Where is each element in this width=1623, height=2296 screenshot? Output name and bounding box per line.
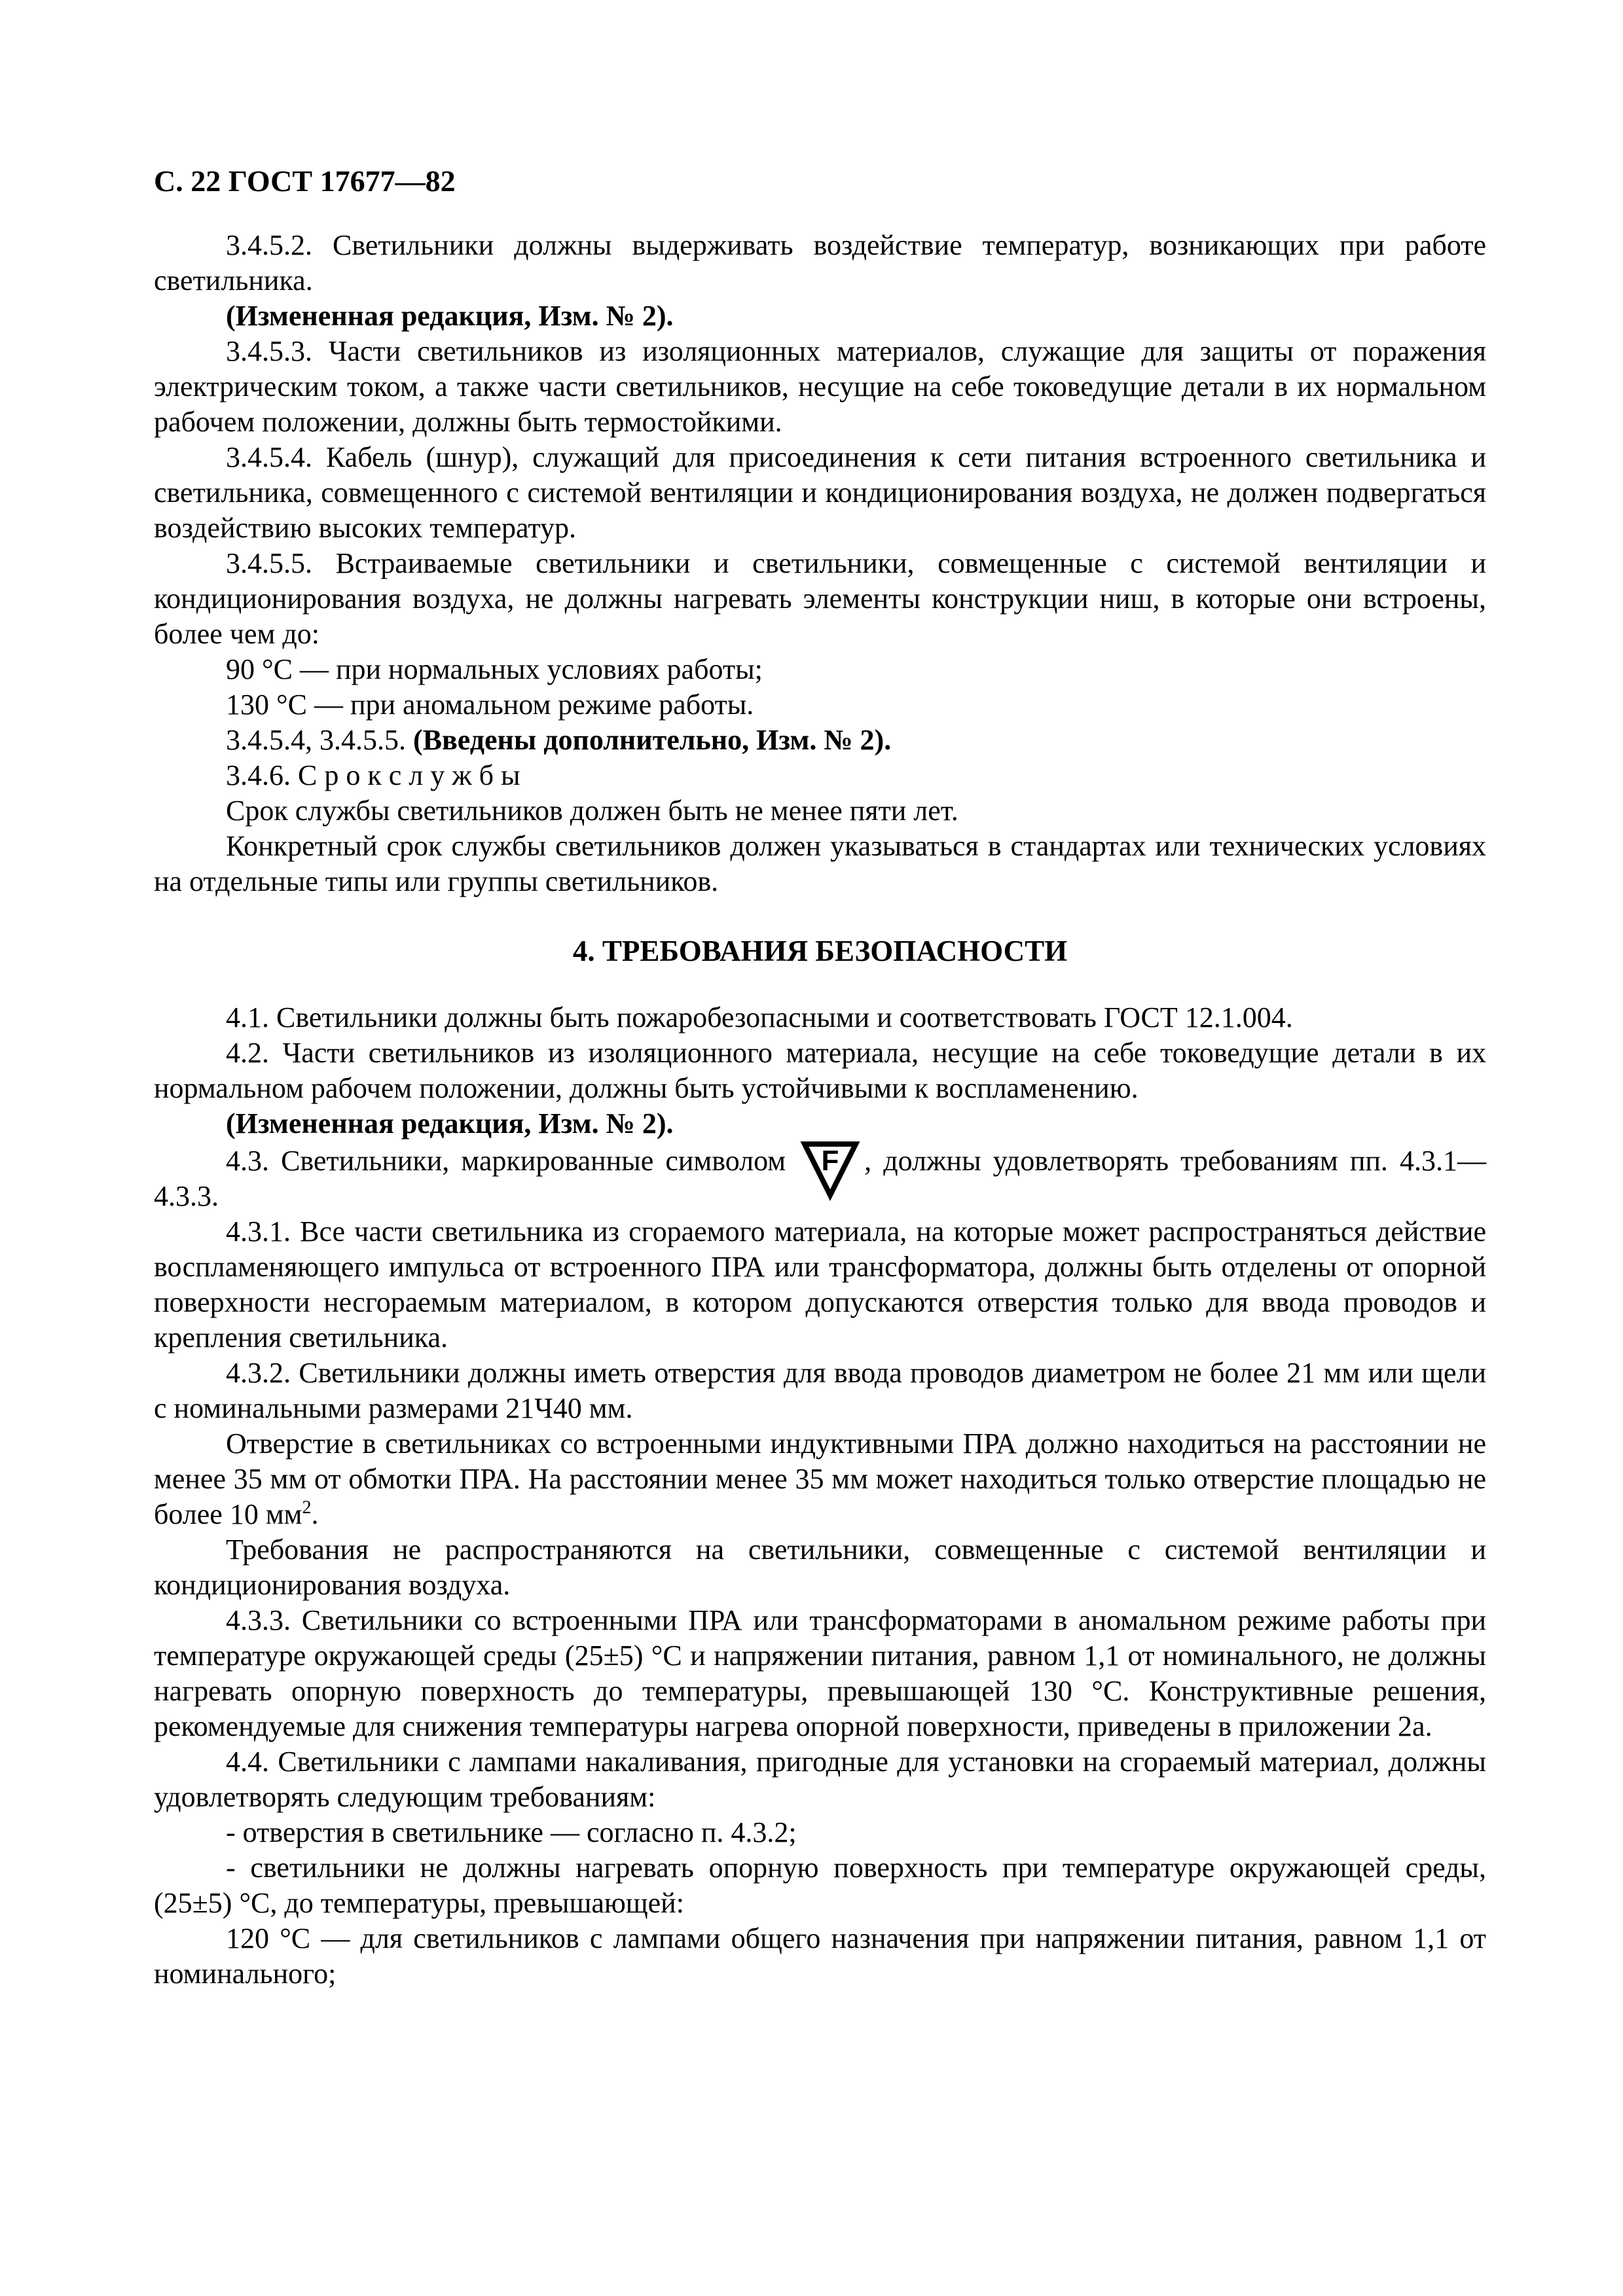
text-run: 90 °С — при нормальных условиях работы; [226, 653, 763, 685]
text-run: - светильники не должны нагревать опорную поверхность при температуре окружающей среды, (25±5) °С, до температуры, превышающей: [154, 1852, 1486, 1919]
paragraph [154, 1214, 1486, 1355]
paragraph [154, 546, 1486, 652]
paragraph [154, 1035, 1486, 1106]
paragraph [154, 440, 1486, 546]
paragraph [154, 652, 1486, 687]
text-run: Требования не распространяются на светильники, совмещенные с системой вентиляции и кондиционирования воздуха. [154, 1534, 1486, 1601]
text-run: - отверстия в светильнике — согласно п. 4.3.2; [226, 1816, 797, 1848]
text-run: 4.4. Светильники с лампами накаливания, пригодные для установки на сгораемый материал, должны удовлетворять следующим требованиям: [154, 1746, 1486, 1813]
document-content [154, 228, 1486, 1992]
text-run: 130 °С — при аномальном режиме работы. [226, 689, 754, 721]
text-run: 3.4.5.4. Кабель (шнур), служащий для присоединения к сети питания встроенного светильника и светильника, совмещенного с системой вентиляции и кондиционирования воздуха, не должен подвергаться воздействию высоких температур. [154, 441, 1486, 544]
text-run: Конкретный срок службы светильников должен указываться в стандартах или технических условиях на отдельные типы или группы светильников. [154, 830, 1486, 897]
text-run: 4.1. Светильники должны быть пожаробезопасными и соответствовать ГОСТ 12.1.004. [226, 1001, 1293, 1033]
paragraph [154, 829, 1486, 899]
paragraph [154, 1815, 1486, 1850]
svg-text:F: F [821, 1145, 839, 1177]
paragraph [154, 1921, 1486, 1992]
text-run: 3.4.5.2. Светильники должны выдерживать воздействие температур, возникающих при работе светильника. [154, 229, 1486, 296]
paragraph [154, 1744, 1486, 1815]
text-run: 4. ТРЕБОВАНИЯ БЕЗОПАСНОСТИ [572, 935, 1068, 967]
text-run: 4.3.3. Светильники со встроенными ПРА или трансформаторами в аномальном режиме работы при температуре окружающей среды (25±5) °С и напряжении питания, равном 1,1 от номинального, не должны нагревать опорную поверхность до температуры, превышающей 130 °С. Конструктивные решения, рекомендуемые для снижения температуры нагрева опорной поверхности, приведены в приложении 2а. [154, 1604, 1486, 1742]
bold-text-run: (Измененная редакция, Изм. № 2). [226, 1107, 674, 1139]
text-run: 3.4.5.5. Встраиваемые светильники и светильники, совмещенные с системой вентиляции и кондиционирования воздуха, не должны нагревать элементы конструкции ниш, в которые они встроены, более чем до: [154, 547, 1486, 650]
paragraph [154, 1106, 1486, 1141]
text-run: Отверстие в светильниках со встроенными индуктивными ПРА должно находиться на расстоянии не менее 35 мм от обмотки ПРА. На расстоянии менее 35 мм может находиться только отверстие площадью не более 10 мм [154, 1427, 1486, 1530]
text-run: , должны удовлетворять требованиям пп. 4.3.1—4.3.3. [154, 1145, 1486, 1212]
paragraph [154, 1000, 1486, 1035]
paragraph [154, 228, 1486, 298]
text-run: 120 °С — для светильников с лампами общего назначения при напряжении питания, равном 1,1 от номинального; [154, 1922, 1486, 1990]
bold-text-run: (Измененная редакция, Изм. № 2). [226, 300, 674, 332]
paragraph [154, 1850, 1486, 1921]
text-run: 4.3. Светильники, маркированные символом [226, 1145, 798, 1177]
paragraph [154, 1603, 1486, 1744]
flammable-f-mark-icon [800, 1141, 862, 1177]
text-run: Срок службы светильников должен быть не менее пяти лет. [226, 795, 958, 827]
text-run: 3.4.5.4, 3.4.5.5. [226, 724, 413, 756]
paragraph [154, 298, 1486, 334]
paragraph [154, 687, 1486, 723]
paragraph [154, 1141, 1486, 1214]
page-header: С. 22 ГОСТ 17677—82 [154, 164, 456, 198]
text-run: 4.3.1. Все части светильника из сгораемого материала, на которые может распространяться действие воспламеняющего импульса от встроенного ПРА или трансформатора, должны быть отделены от опорной поверхности несгораемым материалом, в котором допускаются отверстия только для ввода проводов и крепления светильника. [154, 1215, 1486, 1354]
paragraph [154, 1426, 1486, 1532]
paragraph [154, 1355, 1486, 1426]
paragraph [154, 758, 1486, 793]
paragraph [154, 1532, 1486, 1603]
text-run: 4.2. Части светильников из изоляционного материала, несущие на себе токоведущие детали в их нормальном рабочем положении, должны быть устойчивыми к воспламенению. [154, 1037, 1486, 1104]
section-heading [154, 933, 1486, 969]
bold-text-run: (Введены дополнительно, Изм. № 2). [413, 724, 892, 756]
paragraph [154, 793, 1486, 829]
superscript-run: 2 [302, 1498, 312, 1518]
paragraph [154, 334, 1486, 440]
text-run: 4.3.2. Светильники должны иметь отверстия для ввода проводов диаметром не более 21 мм или щели с номинальными размерами 21Ч40 мм. [154, 1357, 1486, 1424]
paragraph [154, 723, 1486, 758]
text-run: 3.4.5.3. Части светильников из изоляционных материалов, служащие для защиты от поражения электрическим током, а также части светильников, несущие на себе токоведущие детали в их нормальном рабочем положении, должны быть термостойкими. [154, 335, 1486, 438]
text-run: . [311, 1498, 319, 1530]
text-run: 3.4.6. С р о к с л у ж б ы [226, 759, 520, 791]
